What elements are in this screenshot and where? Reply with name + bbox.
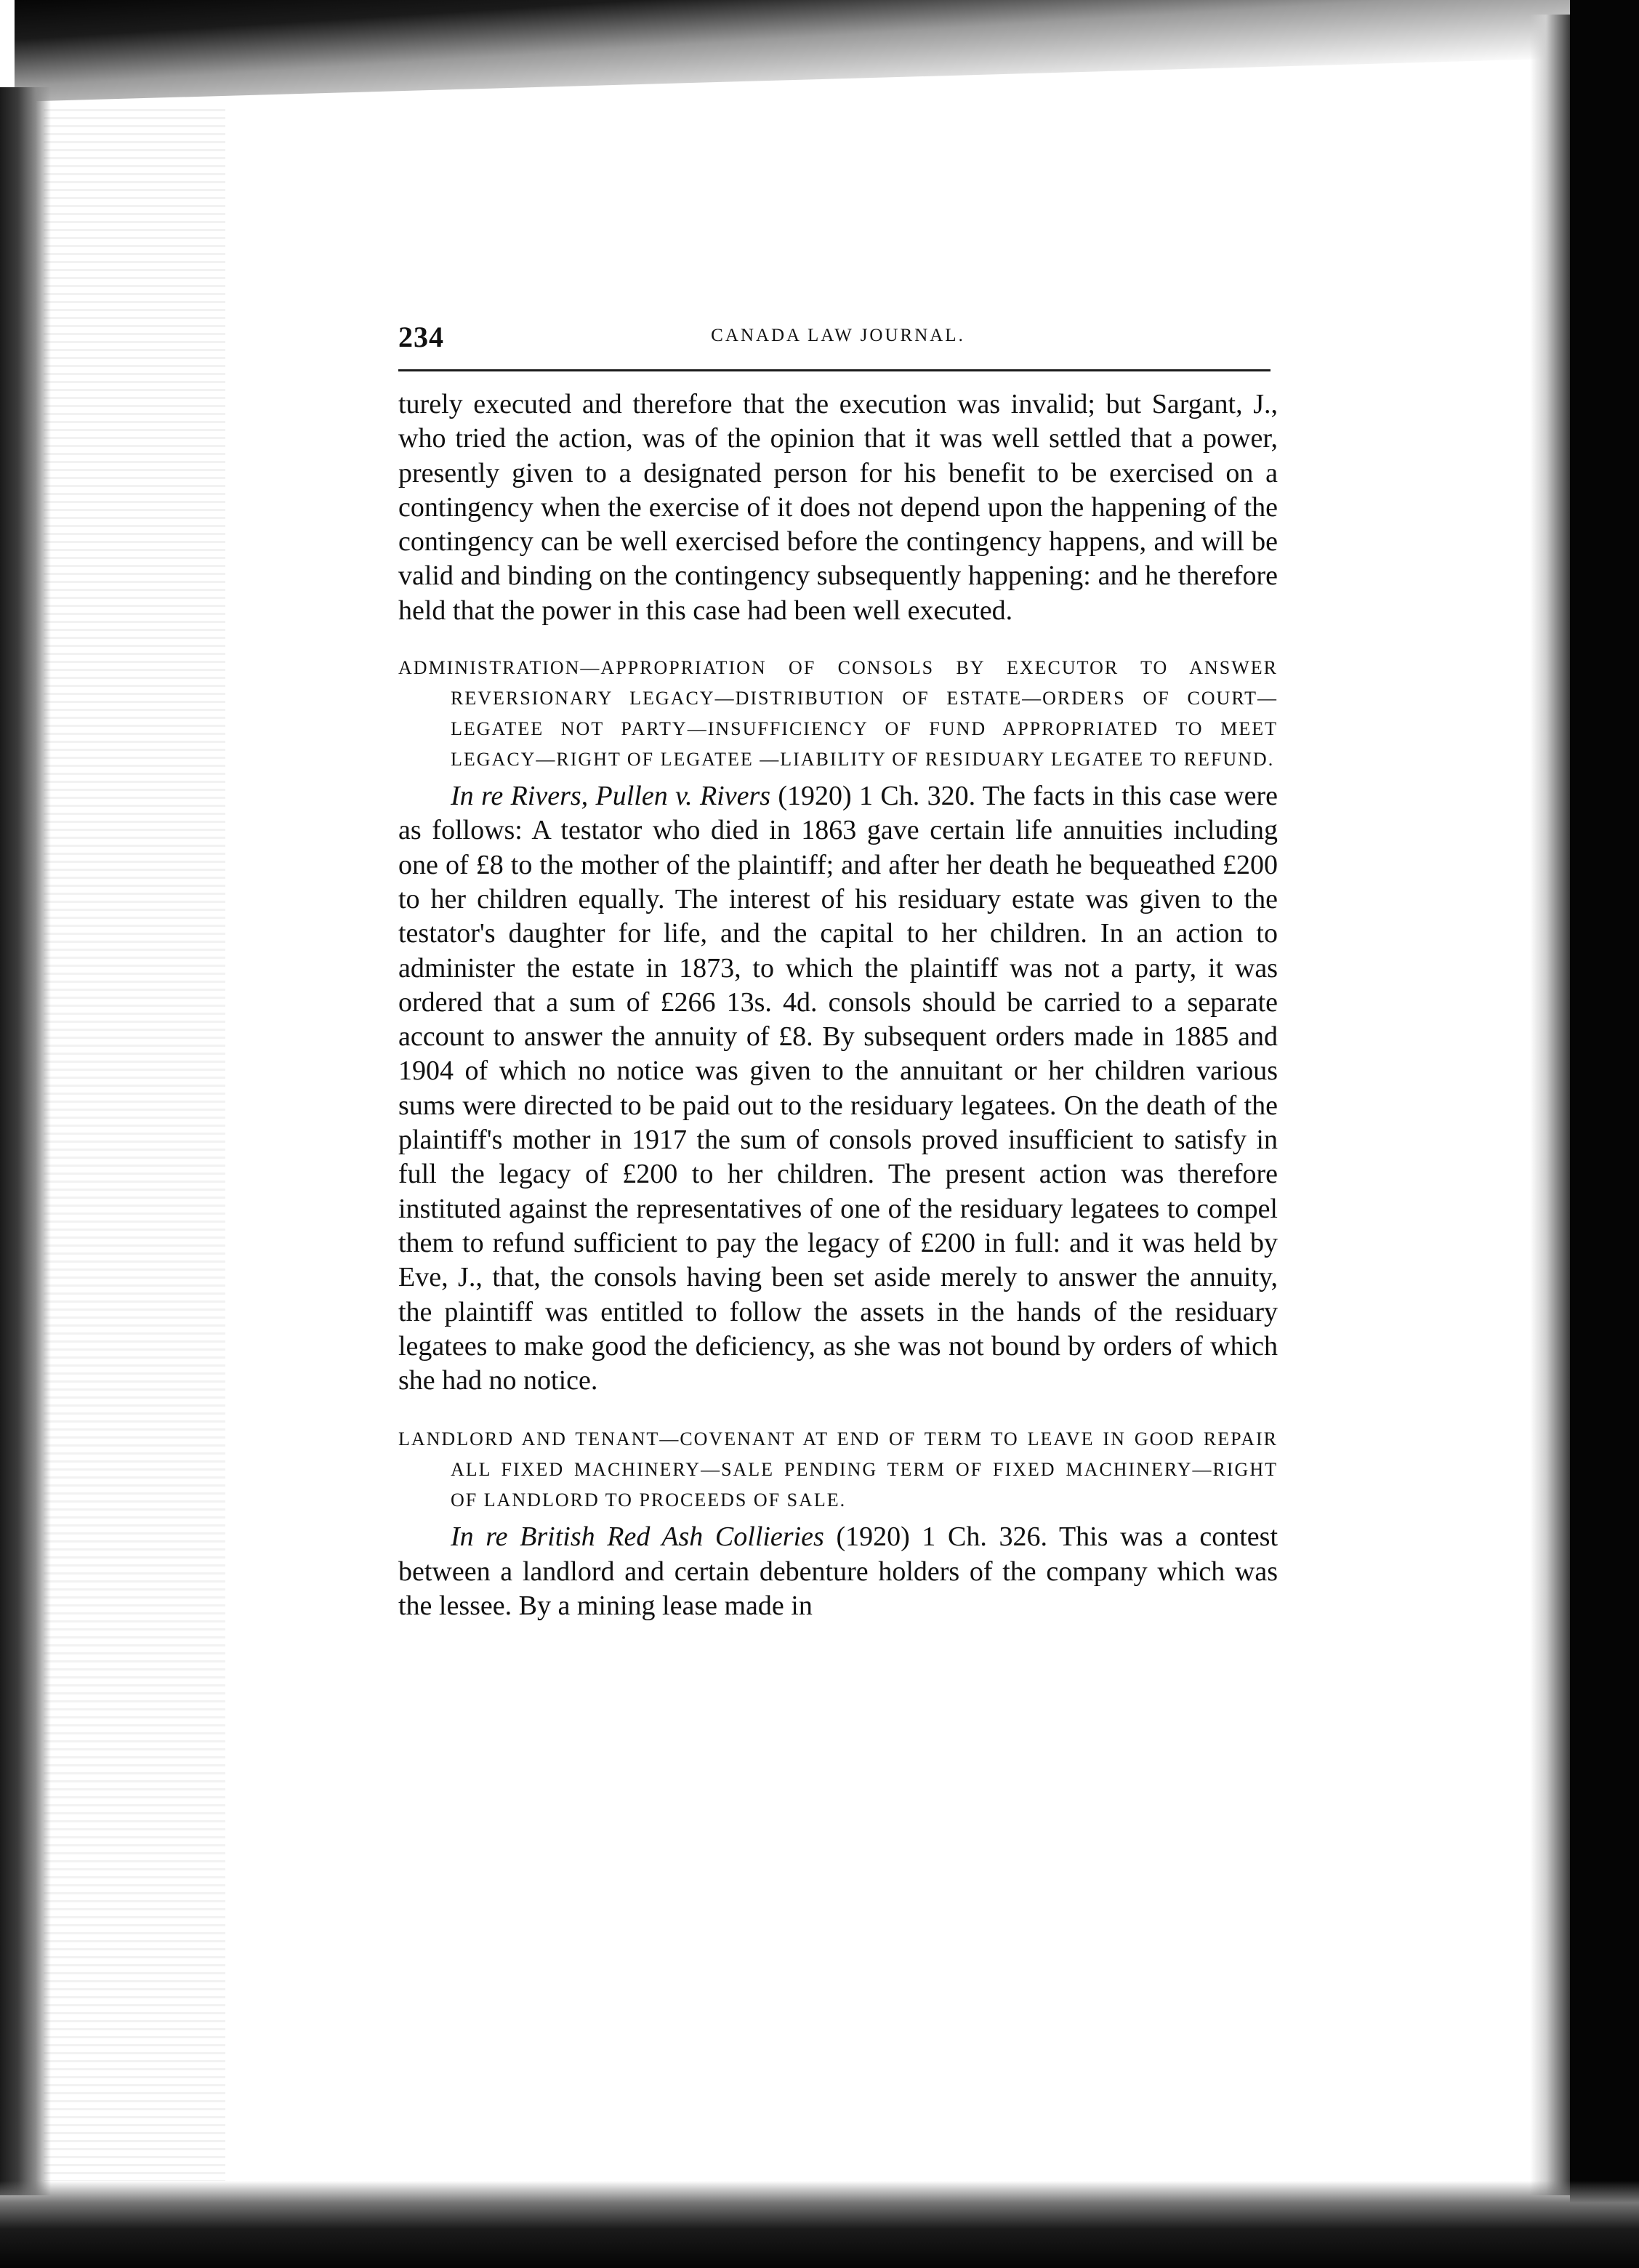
case-name: In re British Red Ash Collieries: [451, 1521, 824, 1553]
journal-title: CANADA LAW JOURNAL.: [711, 326, 965, 345]
header-rule: [398, 369, 1270, 371]
page-number: 234: [398, 321, 444, 353]
case-body: This was a contest between a landlord and certain debenture holders of the company which was the lessee. By a mining lease made in: [398, 1521, 1278, 1622]
case-citation: (1920) 1 Ch. 326.: [823, 1521, 1059, 1553]
scan-border-right: [1570, 0, 1639, 2268]
scan-shadow-top: [15, 0, 1614, 102]
case-name: In re Rivers, Pullen v. Rivers: [451, 781, 771, 812]
scan-shadow-bottom: [0, 2181, 1639, 2268]
continuation-paragraph: turely executed and therefore that the execution was invalid; but Sargant, J., who tried the action, was of the opinion that it was well settled that a power, presently given to a designated person for his benefit to be exercised on a contingency when the exercise of it does not depend upon the happening of the contingency can be well exercised before the contingency happens, and will be valid and binding on the contingency subsequently happening: and he therefore held that the power in this case had been well executed.: [398, 389, 1278, 626]
case-body: The facts in this case were as follows: A testator who died in 1863 gave certain life annuities including one of £8 to the mother of the plaintiff; and after her death he bequeathed £200 to her children equally. The interest of his residuary estate was given to the testator's daughter for life, and the capital to her children. In an action to administer the estate in 1873, to which the plaintiff was not a party, it was ordered that a sum of £266 13s. 4d. consols should be carried to a separate account to answer the annuity of £8. By subsequent orders made in 1885 and 1904 of which no notice was given to the annuitant or her children various sums were directed to be paid out to the residuary legatees. On the death of the plaintiff's mother in 1917 the sum of consols proved insufficient to satisfy in full the legacy of £200 to her children. The present action was therefore instituted against the representatives of one of the residuary legatees to compel them to refund sufficient to pay the legacy of £200 in full: and it was held by Eve, J., that, the consols having been set aside merely to answer the annuity, the plaintiff was entitled to follow the assets in the hands of the residuary legatees to make good the deficiency, as she was not bound by orders of which she had no notice.: [398, 781, 1278, 1396]
case-paragraph-rivers: [398, 779, 1278, 1398]
case-paragraph-red-ash: [398, 1520, 1278, 1623]
section-heading-administration: ADMINISTRATION—APPROPRIATION OF CONSOLS BY EXECUTOR TO ANSWER REVERSIONARY LEGACY—DISTRIBUTION OF ESTATE—ORDERS OF COURT—LEGATEE NOT PARTY—INSUFFICIENCY OF FUND APPROPRIATED TO MEET LEGACY—RIGHT OF LEGATEE —LIABILITY OF RESIDUARY LEGATEE TO REFUND.: [398, 657, 1278, 771]
section-heading-landlord-tenant: LANDLORD AND TENANT—COVENANT AT END OF TERM TO LEAVE IN GOOD REPAIR ALL FIXED MACHINERY—SALE PENDING TERM OF FIXED MACHINERY—RIGHT OF LANDLORD TO PROCEEDS OF SALE.: [398, 1428, 1278, 1511]
journal-page: [398, 320, 1278, 1623]
running-head: [398, 320, 1278, 356]
case-citation: (1920) 1 Ch. 320.: [770, 781, 983, 812]
scan-noise-left: [44, 109, 225, 2181]
scan-shadow-right-edge: [1530, 15, 1570, 2195]
